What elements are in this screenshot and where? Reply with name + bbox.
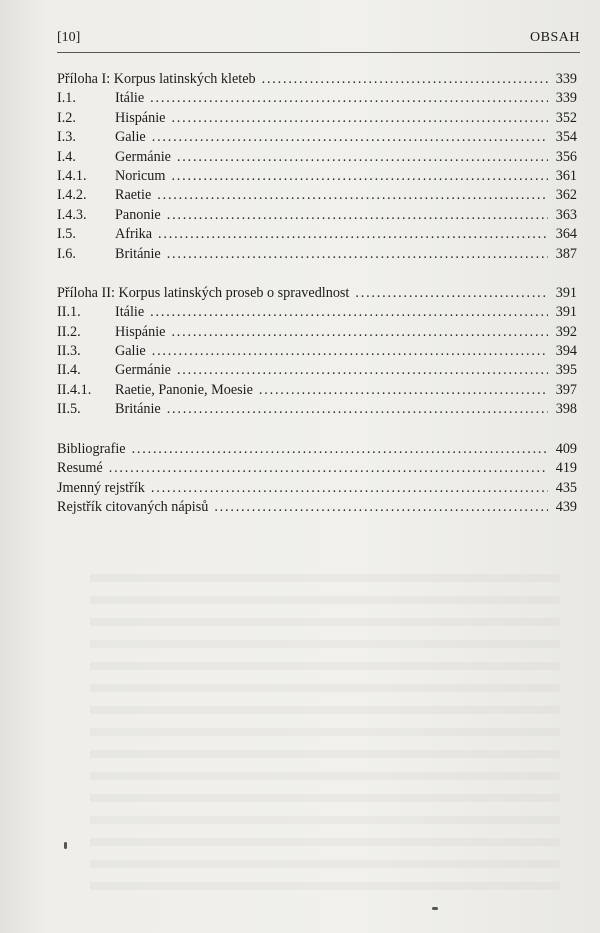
dot-leader	[167, 245, 548, 264]
toc-page-number: 354	[555, 129, 577, 146]
header-rule	[57, 52, 580, 53]
toc-entry-number: I.2.	[57, 109, 76, 126]
dot-leader	[177, 361, 548, 380]
toc-page-number: 363	[555, 206, 577, 223]
toc-entry	[57, 225, 577, 244]
toc-page-number: 361	[555, 167, 577, 184]
print-speck	[432, 907, 438, 910]
toc-entry	[57, 323, 577, 342]
toc-page-number: 395	[555, 362, 577, 379]
toc-entry-number: II.3.	[57, 343, 81, 360]
toc-entry-number: I.3.	[57, 129, 76, 146]
toc-entry-number: I.4.1.	[57, 167, 87, 184]
toc-page-number: 439	[555, 499, 577, 516]
dot-leader	[214, 498, 548, 518]
toc-page-number: 435	[555, 479, 577, 496]
toc-entry	[57, 128, 577, 147]
dot-leader	[167, 206, 548, 225]
toc-entry-title: Resumé	[57, 460, 103, 477]
toc-page-number: 409	[555, 440, 577, 457]
toc-entry-number: II.1.	[57, 304, 81, 321]
toc-entry	[57, 89, 577, 108]
toc-page-number: 356	[555, 148, 577, 165]
toc-entry-title: Afrika	[115, 226, 153, 243]
toc-page-number: 392	[555, 323, 577, 340]
toc-entry-number: II.4.1.	[57, 381, 92, 398]
toc-entry-title: Galie	[115, 129, 146, 146]
toc-page-number: 419	[555, 460, 577, 477]
toc-page-number: 339	[555, 90, 577, 107]
toc-entry-number: I.6.	[57, 245, 76, 262]
dot-leader	[150, 303, 548, 322]
toc-entry-number: I.4.2.	[57, 187, 87, 204]
toc-page-number: 391	[555, 284, 577, 301]
toc-entry-title: Raetie	[115, 187, 152, 204]
toc-entry	[57, 381, 577, 400]
toc-entry-title: Itálie	[115, 304, 145, 321]
toc-entry-title: Raetie, Panonie, Moesie	[115, 381, 253, 398]
dot-leader	[152, 342, 548, 361]
toc-page-number: 397	[555, 381, 577, 398]
toc-entry	[57, 109, 577, 128]
toc-entry	[57, 206, 577, 225]
dot-leader	[177, 148, 548, 167]
dot-leader	[152, 128, 548, 147]
back-matter-section	[57, 440, 577, 518]
print-speck	[64, 842, 67, 849]
toc-entry-title: Itálie	[115, 90, 145, 107]
toc-entry-title: Británie	[115, 245, 161, 262]
dot-leader	[171, 323, 548, 342]
toc-page-number: 398	[555, 401, 577, 418]
toc-entry-title: Británie	[115, 401, 161, 418]
toc-entry-title: Bibliografie	[57, 440, 126, 457]
dot-leader	[355, 284, 548, 303]
toc-entry-number: II.2.	[57, 323, 81, 340]
toc-entry-number: I.5.	[57, 226, 76, 243]
toc-heading-title: Příloha II: Korpus latinských proseb o spravedlnost	[57, 284, 350, 301]
toc-page-number: 339	[555, 71, 577, 87]
toc-entry-title: Panonie	[115, 206, 161, 223]
dot-leader	[262, 70, 548, 89]
toc-entry	[57, 303, 577, 322]
toc-entry-title: Hispánie	[115, 109, 166, 126]
toc-entry	[57, 459, 577, 479]
running-title: OBSAH	[530, 30, 580, 45]
dot-leader	[171, 109, 548, 128]
dot-leader	[171, 167, 548, 186]
toc-entry	[57, 498, 577, 518]
dot-leader	[167, 400, 548, 419]
table-of-contents	[57, 70, 577, 538]
toc-entry	[57, 167, 577, 186]
toc-entry	[57, 361, 577, 380]
toc-entry	[57, 186, 577, 205]
toc-entry-title: Germánie	[115, 148, 171, 165]
toc-entry	[57, 245, 577, 264]
toc-entry	[57, 479, 577, 499]
dot-leader	[109, 459, 548, 479]
appendix-1-section	[57, 70, 577, 264]
toc-page-number: 391	[555, 304, 577, 321]
dot-leader	[158, 225, 548, 244]
dot-leader	[157, 186, 548, 205]
toc-heading	[57, 70, 577, 89]
toc-page-number: 394	[555, 343, 577, 360]
toc-entry-title: Germánie	[115, 362, 171, 379]
toc-entry	[57, 400, 577, 419]
toc-entry-number: I.1.	[57, 90, 76, 107]
toc-entry-title: Noricum	[115, 167, 166, 184]
toc-page-number: 362	[555, 187, 577, 204]
toc-page-number: 387	[555, 245, 577, 262]
toc-entry-number: II.5.	[57, 401, 81, 418]
dot-leader	[151, 479, 548, 499]
page-number: [10]	[57, 30, 81, 45]
toc-entry-title: Jmenný rejstřík	[57, 479, 145, 496]
running-header	[57, 30, 580, 46]
toc-heading	[57, 284, 577, 303]
toc-entry	[57, 342, 577, 361]
toc-entry	[57, 148, 577, 167]
show-through-text	[90, 560, 560, 893]
dot-leader	[259, 381, 548, 400]
toc-entry-number: I.4.	[57, 148, 76, 165]
toc-entry-title: Rejstřík citovaných nápisů	[57, 499, 209, 516]
toc-entry-title: Hispánie	[115, 323, 166, 340]
toc-entry-title: Galie	[115, 343, 146, 360]
dot-leader	[132, 440, 548, 460]
toc-heading-title: Příloha I: Korpus latinských kleteb	[57, 71, 256, 87]
toc-entry-number: I.4.3.	[57, 206, 87, 223]
toc-page-number: 352	[555, 109, 577, 126]
toc-page-number: 364	[555, 226, 577, 243]
toc-entry-number: II.4.	[57, 362, 81, 379]
appendix-2-section	[57, 284, 577, 420]
toc-entry	[57, 440, 577, 460]
dot-leader	[150, 89, 548, 108]
